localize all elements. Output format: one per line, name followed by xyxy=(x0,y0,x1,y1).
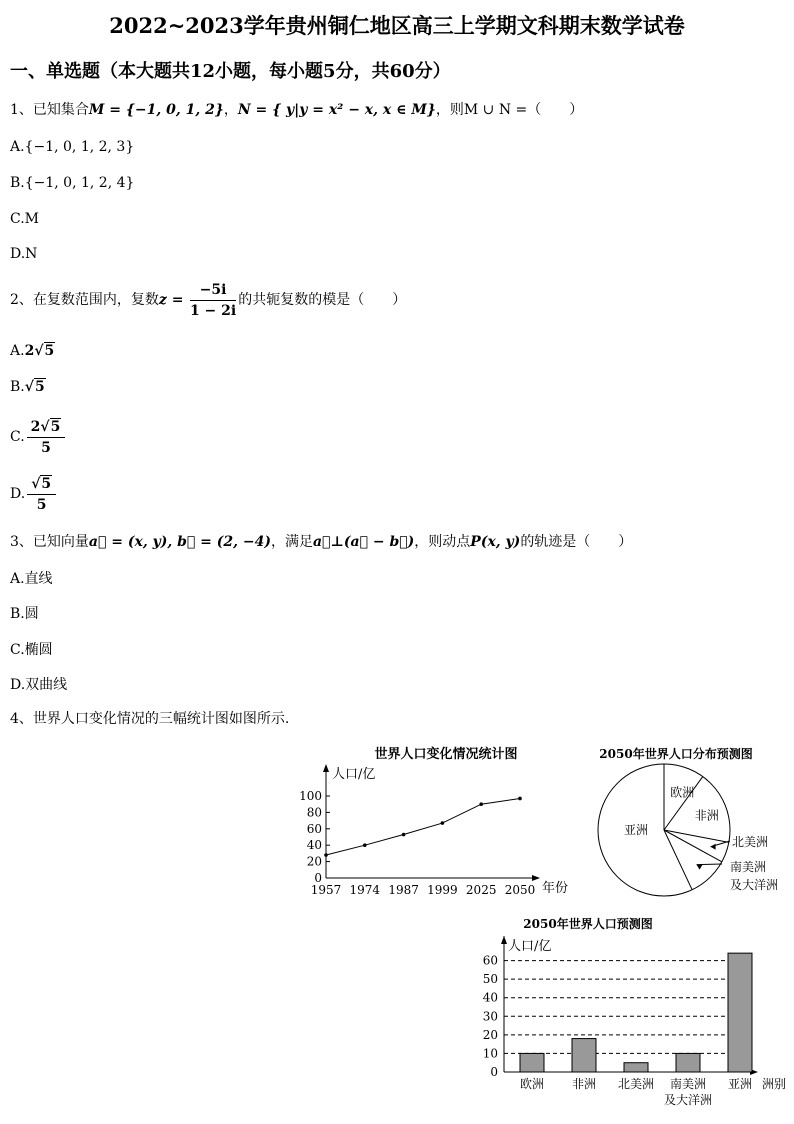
x-tick-label: 南美洲 xyxy=(669,1077,707,1091)
data-point xyxy=(402,833,406,837)
q2-option-c xyxy=(10,413,67,461)
q2-d-label: D. xyxy=(10,486,26,502)
population-bar-chart xyxy=(478,908,790,1114)
q2-a-sqrt: √5 xyxy=(34,343,55,359)
section-heading: 一、单选题（本大题共12小题，每小题5分，共60分） xyxy=(10,61,451,82)
y-tick-label: 10 xyxy=(482,1046,498,1061)
data-point xyxy=(324,853,328,857)
series-line xyxy=(326,798,520,855)
q2-d-fraction: $\frac{√5}{5}$ xyxy=(27,475,56,514)
data-point xyxy=(441,821,445,825)
y-tick-label: 30 xyxy=(482,1009,498,1024)
y-axis-label: 人口/亿 xyxy=(508,939,552,954)
x-tick-label: 欧洲 xyxy=(519,1077,545,1091)
q3-prefix: 3、已知向量 xyxy=(10,534,89,550)
q2-a-coef: 2 xyxy=(24,343,35,359)
pie-slice-label: 及大洋洲 xyxy=(730,878,779,892)
pie-slice-label: 非洲 xyxy=(694,808,719,823)
q3-vectors: a⃗ = (x, y), b⃗ = (2, −4) xyxy=(88,534,271,550)
q3-point: P(x, y) xyxy=(470,534,521,550)
y-tick-label: 0 xyxy=(314,871,322,885)
population-line-chart xyxy=(296,738,586,900)
pie-slice-label: 南美洲 xyxy=(730,860,767,874)
x-axis-label: 洲别 xyxy=(762,1077,787,1091)
x-tick-label: 2025 xyxy=(465,883,497,897)
q3-option-d: D.双曲线 xyxy=(10,677,68,693)
y-tick-label: 0 xyxy=(490,1065,498,1079)
pie-slice-label: 欧洲 xyxy=(670,785,695,800)
bar xyxy=(676,1053,700,1072)
x-tick-label: 1974 xyxy=(349,883,381,897)
pie-slice-label: 北美洲 xyxy=(732,835,769,849)
q2-b-label: B. xyxy=(10,379,25,395)
y-tick-label: 20 xyxy=(482,1027,498,1042)
q2-b-sqrt: √5 xyxy=(24,379,45,395)
q2-c-label: C. xyxy=(10,429,25,445)
bar xyxy=(572,1039,596,1072)
chart-title: 世界人口变化情况统计图 xyxy=(374,747,518,762)
population-pie-chart xyxy=(590,738,794,902)
y-tick-label: 50 xyxy=(482,972,498,987)
q2-option-a xyxy=(10,342,55,360)
x-tick-label: 1957 xyxy=(310,883,342,897)
question-2-stem xyxy=(10,280,406,320)
y-axis-arrow xyxy=(501,936,507,944)
question-1-stem xyxy=(10,101,583,119)
q3-option-b: B.圆 xyxy=(10,606,39,622)
q1-set-n: N = { y|y = x² − x, x ∈ M} xyxy=(237,102,436,118)
x-tick-label: 及大洋洲 xyxy=(663,1093,713,1107)
q2-c-fraction: $\frac{2√5}{5}$ xyxy=(27,418,66,457)
data-point xyxy=(518,797,522,801)
x-axis-label: 年份 xyxy=(542,881,569,896)
q1-option-d: D.N xyxy=(10,246,38,262)
y-tick-label: 40 xyxy=(306,838,322,853)
q3-mid2: ，则动点 xyxy=(414,534,471,550)
y-tick-label: 100 xyxy=(299,789,322,803)
q1-option-b: B.{−1, 0, 1, 2, 4} xyxy=(10,175,135,191)
bar xyxy=(728,953,752,1072)
q2-a-label: A. xyxy=(10,343,25,359)
x-tick-label: 1987 xyxy=(388,883,419,897)
q1-sep: ， xyxy=(223,102,238,118)
q2-suffix: 的共轭复数的模是（ ） xyxy=(238,292,407,308)
x-tick-label: 北美洲 xyxy=(617,1077,655,1091)
q3-option-c: C.椭圆 xyxy=(10,642,53,658)
y-axis-arrow xyxy=(323,764,329,772)
bar xyxy=(624,1063,648,1072)
bar xyxy=(520,1053,544,1072)
x-tick-label: 1999 xyxy=(427,883,458,897)
q1-option-c: C.M xyxy=(10,211,39,227)
question-4-stem: 4、世界人口变化情况的三幅统计图如图所示. xyxy=(10,711,290,727)
chart-title: 2050年世界人口分布预测图 xyxy=(599,747,753,761)
q3-mid: ，满足 xyxy=(270,534,313,550)
y-tick-label: 20 xyxy=(306,854,322,869)
x-tick-label: 非洲 xyxy=(571,1077,597,1091)
q2-option-d xyxy=(10,470,58,518)
q2-denominator: 1 − 2i xyxy=(189,302,237,319)
data-point xyxy=(479,802,483,806)
q2-prefix: 2、在复数范围内，复数 xyxy=(10,292,159,308)
q2-z: z = xyxy=(158,292,184,308)
x-tick-label: 亚洲 xyxy=(727,1077,753,1091)
q1-option-a: A.{−1, 0, 1, 2, 3} xyxy=(10,139,135,155)
data-point xyxy=(363,843,367,847)
q1-set-m: M = {−1, 0, 1, 2} xyxy=(88,102,224,118)
y-tick-label: 60 xyxy=(306,821,322,836)
q1-suffix: ，则M ∪ N =（ ） xyxy=(435,102,584,118)
page-title: 2022~2023学年贵州铜仁地区高三上学期文科期末数学试卷 xyxy=(109,13,685,38)
y-tick-label: 60 xyxy=(482,953,498,968)
q3-option-a: A.直线 xyxy=(10,571,53,587)
x-axis-arrow xyxy=(532,875,540,881)
q3-suffix: 的轨迹是（ ） xyxy=(520,534,633,550)
pie-slice-label: 亚洲 xyxy=(623,823,649,837)
y-tick-label: 40 xyxy=(482,990,498,1005)
pie-leader-line xyxy=(697,864,722,865)
y-tick-label: 80 xyxy=(306,805,322,820)
q2-numerator: −5i xyxy=(190,281,236,301)
q2-option-b xyxy=(10,378,46,396)
x-tick-label: 2050 xyxy=(504,883,536,897)
q1-prefix: 1、已知集合 xyxy=(10,102,89,118)
q2-fraction xyxy=(190,281,236,320)
chart-title: 2050年世界人口预测图 xyxy=(523,917,653,931)
question-3-stem xyxy=(10,533,632,551)
q3-condition: a⃗⊥(a⃗ − b⃗) xyxy=(312,534,415,550)
y-axis-label: 人口/亿 xyxy=(332,767,376,782)
